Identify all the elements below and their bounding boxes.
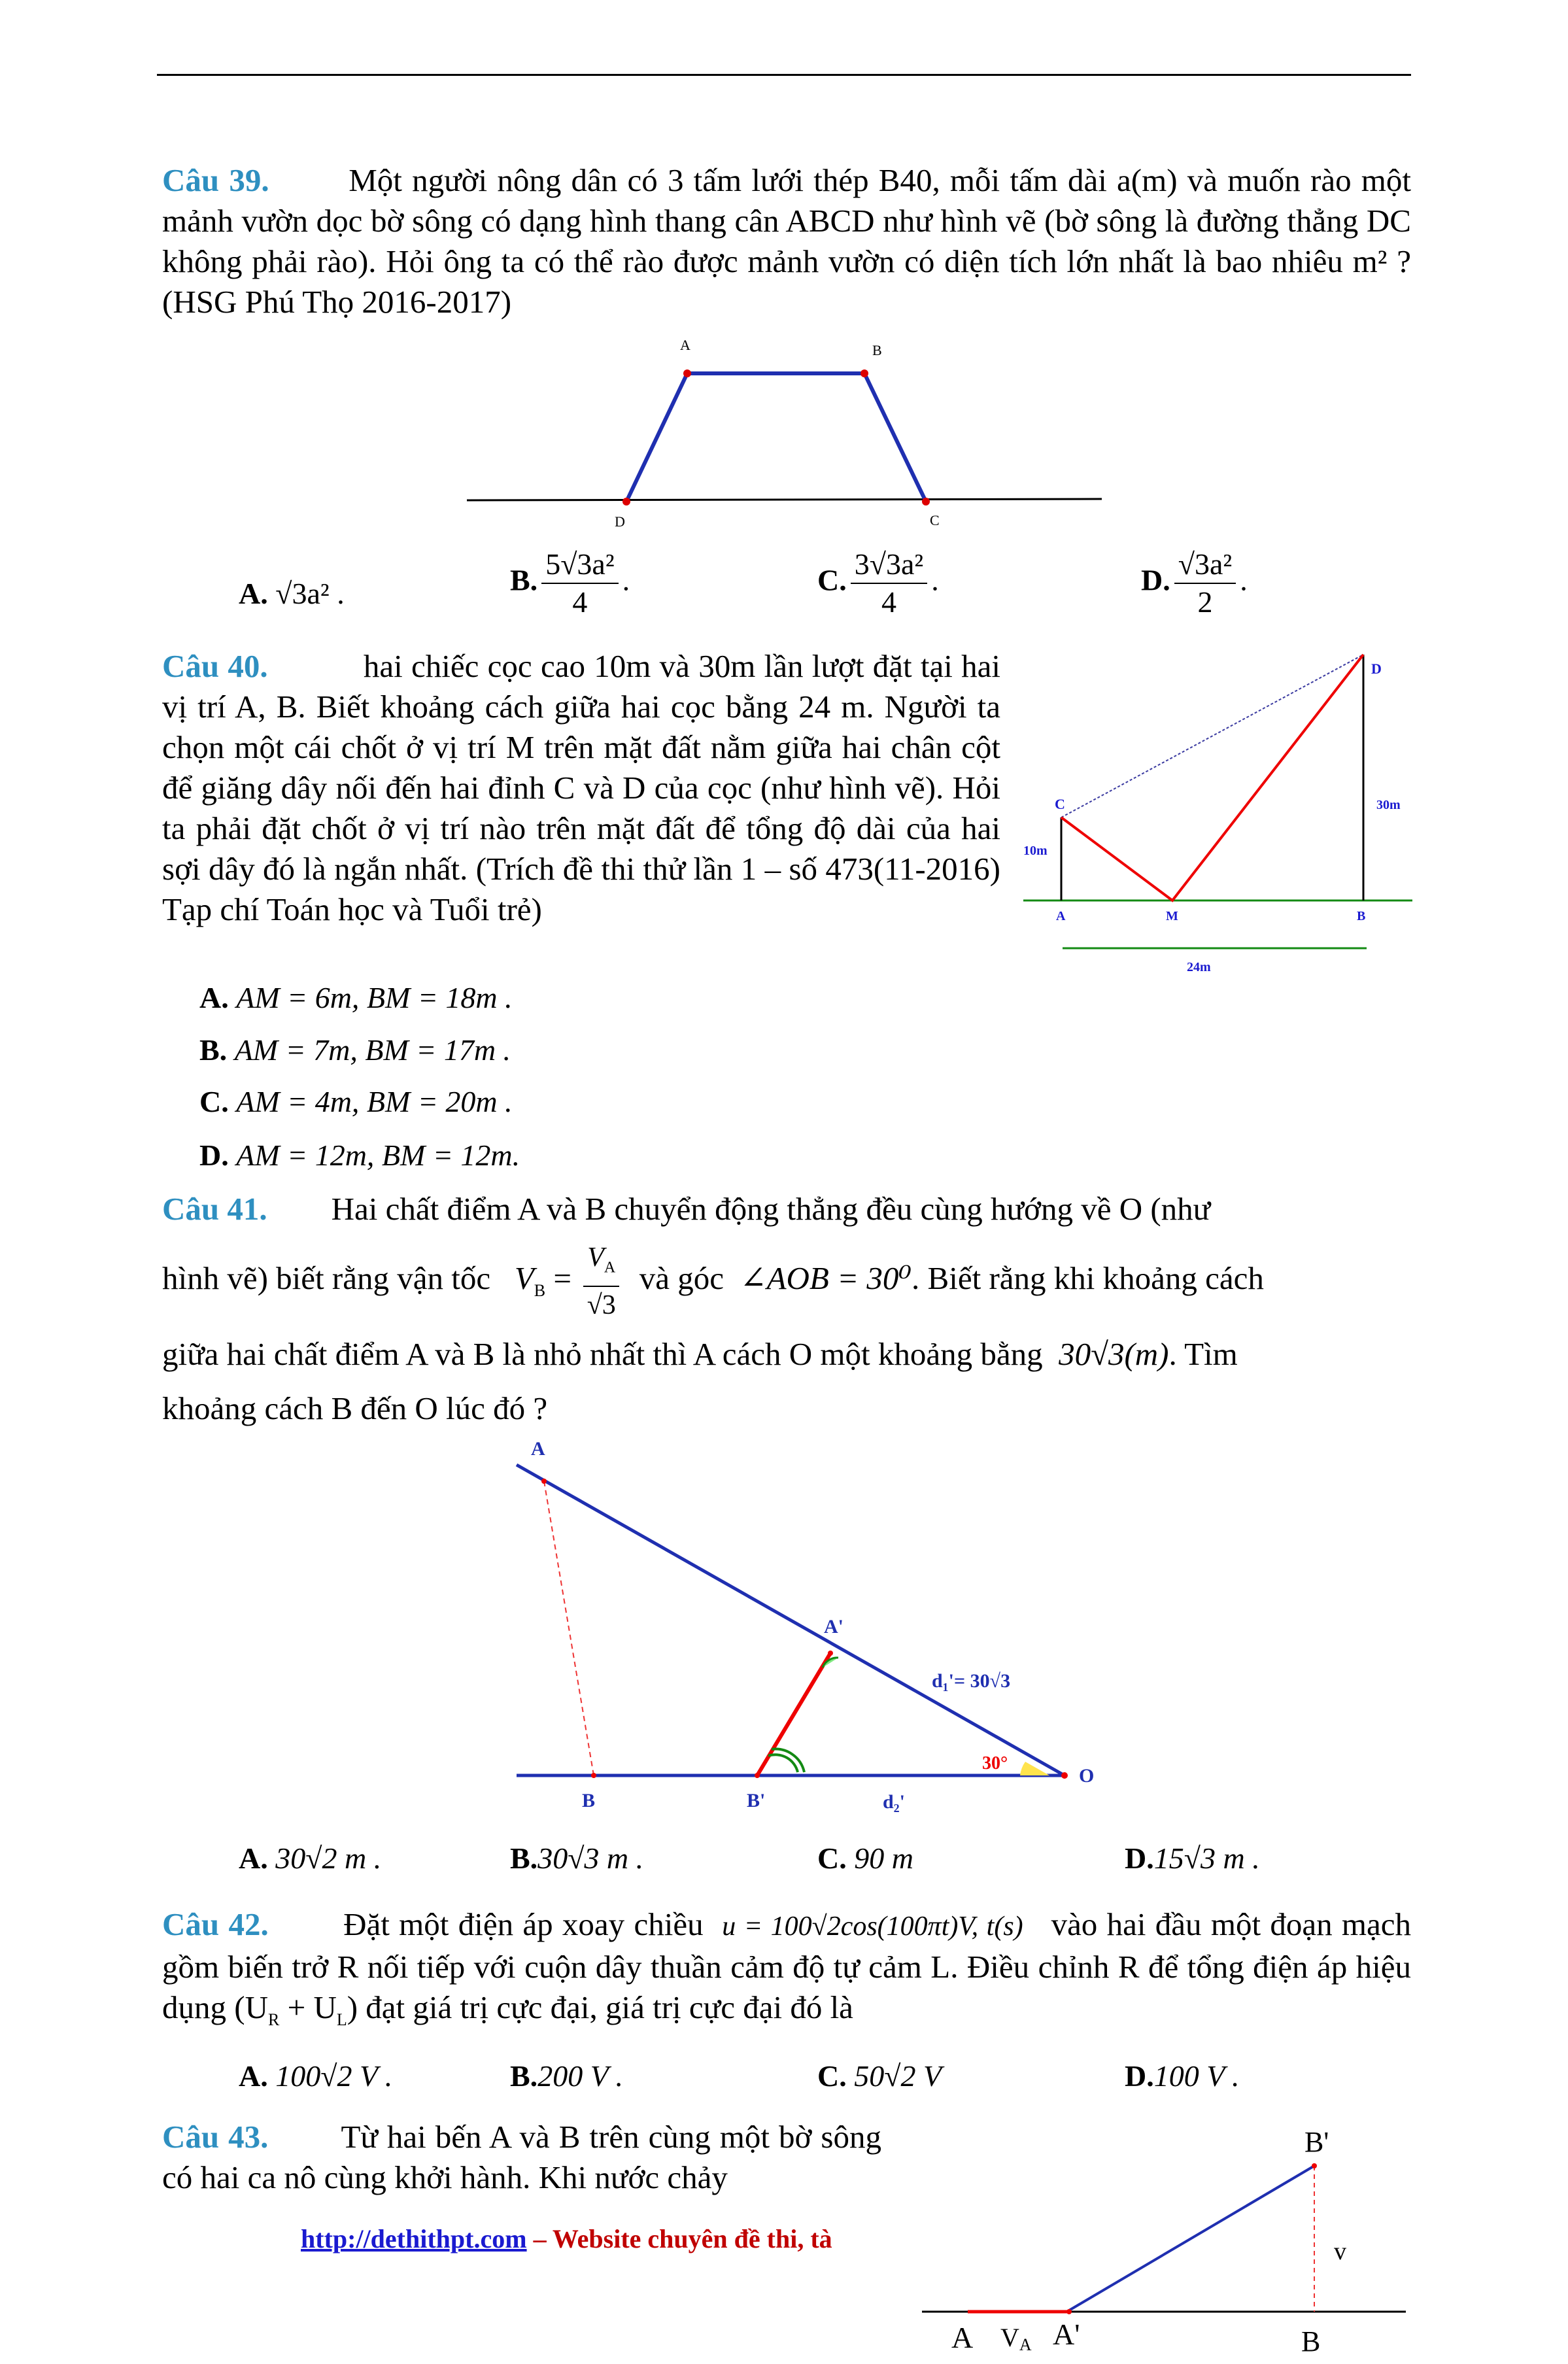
q43-fig-vA: V	[1000, 2323, 1019, 2352]
q39-river-line	[467, 499, 1102, 500]
q43-fig-A1: A'	[1053, 2318, 1080, 2351]
q41-option-b[interactable]: B.30√3 m .	[510, 1842, 644, 1875]
q40-option-a[interactable]: A. AM = 6m, BM = 18m .	[199, 981, 513, 1014]
q40-body: hai chiếc cọc cao 10m và 30m lần lượt đặt tại hai vị trí A, B. Biết khoảng cách giữa hai cọc bằng 24 m. Người ta chọn một cái chốt ở vị trí M trên mặt đất nằm giữa hai chân cột để giăng dây nối đến hai đỉnh C và D của cọc (như hình vẽ). Hỏi ta phải đặt chốt ở vị trí nào trên mặt đất để tổng độ dài của hai sợi dây đó là ngắn nhất. (Trích đề thi thử lần 1 – số 473(11-2016) Tạp chí Toán học và Tuổi trẻ)	[162, 648, 1001, 927]
q40-fig-C: C	[1055, 796, 1065, 812]
q41-line2: hình vẽ) biết rằng vận tốc $V_B$ = $\frac{V_A}{√3}$ và góc ∠AOB = 30⁰. Biết rằng khi khoảng cách	[162, 1239, 1411, 1324]
svg-text:VA	[1000, 2323, 1032, 2354]
q40-fig-M: M	[1166, 909, 1178, 923]
q40-dashed-cd	[1061, 655, 1363, 817]
footer-link[interactable]: http://dethithpt.com	[301, 2224, 527, 2253]
q42-option-c[interactable]: C. 50√2 V	[817, 2059, 942, 2093]
header-rule	[157, 74, 1411, 76]
q41-option-c[interactable]: C. 90 m	[817, 1842, 913, 1875]
q39-option-a[interactable]: A. √3a² .	[239, 577, 345, 610]
q39-trapezoid	[626, 373, 926, 502]
q42-option-b[interactable]: B.200 V .	[510, 2059, 623, 2093]
q42-text: Câu 42. Đặt một điện áp xoay chiều u = 100√2cos(100πt)V, t(s) vào hai đầu một đoạn mạch gồm biến trở R nối tiếp với cuộn dây thuần cảm độ tự cảm L. Điều chỉnh R để tổng điện áp hiệu dụng $(U_R + U_L)$ đạt giá trị cực đại, giá trị cực đại đó là	[162, 1906, 1412, 2029]
q40-fig-10m: 10m	[1023, 844, 1048, 858]
q42-option-a[interactable]: A. 100√2 V .	[239, 2059, 393, 2093]
q40-wires	[1061, 655, 1363, 900]
q39-option-c[interactable]: C. $\frac{\text{3√3a²}}{4}$ .	[817, 547, 939, 619]
q40-text	[162, 646, 1000, 930]
q43-label: Câu 43.	[162, 2119, 269, 2155]
q41-fig-d2: d₂'	[883, 1791, 906, 1813]
q41-label: Câu 41.	[162, 1191, 267, 1227]
q42-option-d[interactable]: D.100 V .	[1125, 2059, 1240, 2093]
q40-figure	[1010, 644, 1416, 984]
q43-fig-A: A	[951, 2321, 974, 2354]
q41-line1: Câu 41. Hai chất điểm A và B chuyển động thẳng đều cùng hướng về O (như	[162, 1191, 1211, 1227]
q40-fig-D: D	[1371, 660, 1382, 677]
q41-fig-B: B	[582, 1790, 596, 1811]
q43-fig-B1: B'	[1304, 2126, 1329, 2158]
q40-option-b[interactable]: B. AM = 7m, BM = 17m .	[199, 1033, 511, 1067]
q43-text	[162, 2117, 881, 2198]
q40-option-d[interactable]: D. AM = 12m, BM = 12m.	[199, 1139, 520, 1172]
q40-fig-24m: 24m	[1187, 960, 1211, 974]
q43-fig-B: B	[1301, 2325, 1321, 2357]
q40-fig-A: A	[1056, 909, 1066, 923]
q41-option-d[interactable]: D.15√3 m .	[1125, 1842, 1260, 1875]
q41-option-a[interactable]: A. 30√2 m .	[239, 1842, 382, 1875]
q43-fig-vA-sub: A	[1019, 2335, 1032, 2354]
q39-fig-B: B	[872, 342, 882, 358]
q41-line4: khoảng cách B đến O lúc đó ?	[162, 1390, 548, 1426]
q39-fig-D: D	[615, 513, 625, 530]
q41-figure	[497, 1429, 1112, 1821]
q41-fig-B1: B'	[747, 1790, 766, 1811]
q41-line3: giữa hai chất điểm A và B là nhỏ nhất thì A cách O một khoảng bằng 30√3(m). Tìm	[162, 1336, 1238, 1372]
q40-fig-B: B	[1357, 909, 1366, 923]
q40-option-c[interactable]: C. AM = 4m, BM = 20m .	[199, 1085, 513, 1118]
q41-fig-A1: A'	[824, 1616, 844, 1637]
q39-option-d[interactable]: D. $\frac{\text{√3a²}}{2}$ .	[1141, 547, 1248, 619]
q41-dashed-ab	[544, 1481, 594, 1775]
q39-fig-C: C	[930, 512, 940, 528]
q40-label: Câu 40.	[162, 648, 268, 684]
q40-fig-30m: 30m	[1376, 798, 1401, 812]
q39-label: Câu 39.	[162, 162, 269, 198]
q39-fig-A: A	[680, 337, 690, 353]
q43-figure	[909, 2112, 1425, 2364]
q39-figure	[458, 330, 1112, 540]
q41-fig-O: O	[1079, 1765, 1095, 1787]
q41-fig-d1: d₁'= 30√3	[932, 1670, 1011, 1692]
q39-text	[162, 160, 1411, 322]
q43-body: Từ hai bến A và B trên cùng một bờ sông có hai ca nô cùng khởi hành. Khi nước chảy	[162, 2119, 881, 2195]
q39-body: Một người nông dân có 3 tấm lưới thép B40, mỗi tấm dài a(m) và muốn rào một mảnh vườn dọc bờ sông có dạng hình thang cân ABCD như hình vẽ (bờ sông là đường thẳng DC không phải rào). Hỏi ông ta có thể rào được mảnh vườn có diện tích lớn nhất là bao nhiêu m² ? (HSG Phú Thọ 2016-2017)	[162, 162, 1412, 320]
q43-segment-a1b1	[1069, 2166, 1314, 2310]
q41-fig-angle: 30°	[982, 1753, 1008, 1773]
q41-line-ao	[517, 1465, 1065, 1775]
q42-label: Câu 42.	[162, 1906, 269, 1942]
q43-fig-v: v	[1334, 2238, 1346, 2265]
q41-segment-a1b1	[757, 1653, 830, 1775]
footer: http://dethithpt.com – Website chuyên đề thi, tà	[301, 2224, 832, 2253]
q41-fig-A: A	[531, 1438, 545, 1460]
q39-option-b[interactable]: B. $\frac{\text{5√3a²}}{4}$ .	[510, 547, 630, 619]
